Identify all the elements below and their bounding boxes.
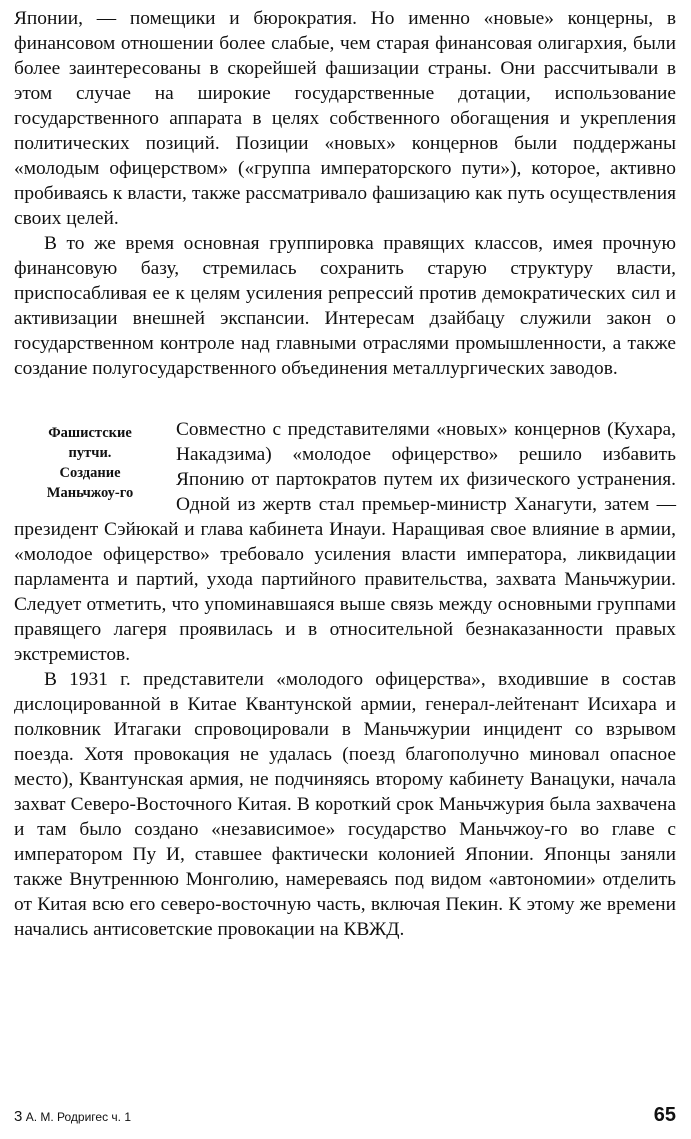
margin-heading-line-4: Маньчжоу-го	[46, 485, 134, 501]
paragraph-3: Совместно с представителями «новых» концернов (Кухара, Накадзима) «молодое офицерство» решило избавить Японию от партократов путем их физического устранения. Одной из жертв стал премьер-министр Ханагути, затем — президент Сэйюкай и глава кабинета Инауи. Наращивая свое влияние в армии, «молодое офицерство» требовало усиления власти императора, ликвидации парламента и партий, ухода партийного правительства, захвата Маньчжурии. Следует отметить, что упоминавшаяся выше связь между основными группами правящего лагеря проявилась и в относительной безнаказанности правых экстремистов.	[14, 419, 676, 665]
page-footer	[14, 1104, 676, 1128]
margin-heading-line-2: путчи.	[68, 445, 112, 461]
paragraph-2: В то же время основная группировка правящих классов, имея прочную финансовую базу, стремилась сохранить старую структуру власти, приспосабливая ее к целям усиления репрессий против демократических сил и активизации внешней экспансии. Интересам дзайбацу служили закон о государственном контроле над главными отраслями промышленности, а также создание полугосударственного объединения металлургических заводов.	[14, 233, 676, 379]
margin-heading-line-3: Создание	[59, 465, 121, 481]
printer-signature	[14, 1108, 131, 1125]
paragraph-4: В 1931 г. представители «молодого офицерства», входившие в состав дислоцированной в Китае Квантунской армии, генерал-лейтенант Исихара и полковник Итагаки спровоцировали в Маньчжурии инцидент со взрывом поезда. Хотя провокация не удалась (поезд благополучно миновал опасное место), Квантунская армия, не подчиняясь второму кабинету Ванацуки, начала захват Северо-Восточного Китая. В короткий срок Маньчжурия была захвачена и там было создано «независимое» государство Маньчжоу-го во главе с императором Пу И, ставшее фактически колонией Японии. Японцы заняли также Внутреннюю Монголию, намереваясь под видом «автономии» отделить от Китая всю его северо-восточную часть, включая Пекин. К этому же времени начались антисоветские провокации на КВЖД.	[14, 669, 676, 940]
signature-text: А. М. Родригес ч. 1	[25, 1110, 132, 1124]
book-page	[14, 6, 676, 942]
margin-heading-line-1: Фашистские	[48, 425, 132, 441]
page-number: 65	[653, 1104, 676, 1126]
paragraph-1: Японии, — помещики и бюрократия. Но именно «новые» концерны, в финансовом отношении более слабые, чем старая финансовая олигархия, были более заинтересованы в скорейшей фашизации страны. Они рассчитывали в этом случае на широкие государственные дотации, использование государственного аппарата в целях собственного обогащения и укрепления политических позиций. Позиции «новых» концернов были поддержаны «молодым офицерством» («группа императорского пути»), которое, активно пробиваясь к власти, также рассматривало фашизацию как путь осуществления своих целей.	[14, 8, 676, 229]
signature-mark: 3	[14, 1108, 23, 1125]
margin-heading	[14, 423, 166, 503]
section-fascist-putsches	[14, 417, 676, 667]
